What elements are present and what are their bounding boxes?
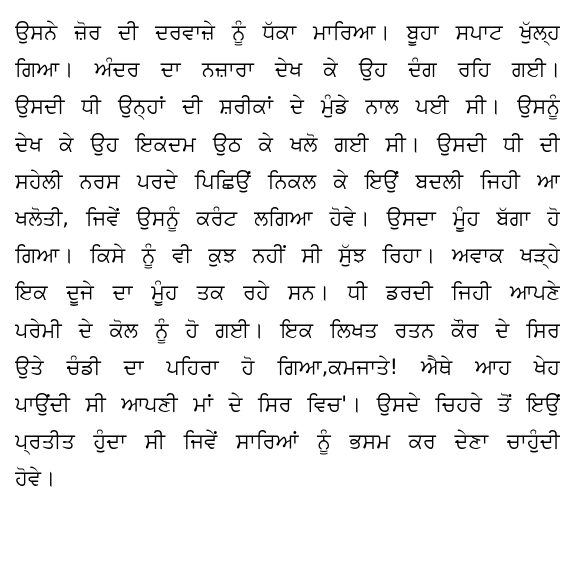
text-line: ਖਲੋਤੀ, ਜਿਵੇਂ ਉਸਨੂੰ ਕਰੰਟ ਲਗਿਆ ਹੋਵੇ। ਉਸਦਾ ਮੂੰਹ ਬੱਗਾ ਹੋ: [15, 205, 560, 230]
text-line: ਹੋਵੇ।: [15, 466, 56, 491]
text-line: ਉਸਨੇ ਜ਼ੋਰ ਦੀ ਦਰਵਾਜ਼ੇ ਨੂੰ ਧੱਕਾ ਮਾਰਿਆ। ਬੂਹਾ ਸਪਾਟ ਖੁੱਲ੍ਹ: [15, 20, 560, 44]
text-line: ਗਿਆ। ਕਿਸੇ ਨੂੰ ਵੀ ਕੁਝ ਨਹੀਂ ਸੀ ਸੁੱਝ ਰਿਹਾ। ਅਵਾਕ ਖੜ੍ਹੇ: [15, 243, 560, 268]
text-line: ਇਕ ਦੂਜੇ ਦਾ ਮੂੰਹ ਤਕ ਰਹੇ ਸਨ। ਧੀ ਡਰਦੀ ਜਿਹੀ ਆਪਣੇ: [15, 280, 560, 305]
text-line: ਪ੍ਰਤੀਤ ਹੁੰਦਾ ਸੀ ਜਿਵੇਂ ਸਾਰਿਆਂ ਨੂੰ ਭਸਮ ਕਰ ਦੇਣਾ ਚਾਹੁੰਦੀ: [15, 429, 560, 454]
text-line: ਉਸਦੀ ਧੀ ਉਨ੍ਹਾਂ ਦੀ ਸ਼ਰੀਕਾਂ ਦੇ ਮੁੰਡੇ ਨਾਲ ਪਈ ਸੀ। ਉਸਨੂੰ: [15, 94, 560, 119]
text-line: ਦੇਖ ਕੇ ਉਹ ਇਕਦਮ ਉਠ ਕੇ ਖਲੋ ਗਈ ਸੀ। ਉਸਦੀ ਧੀ ਦੀ: [15, 131, 560, 156]
text-line: ਪਾਉਂਦੀ ਸੀ ਆਪਣੀ ਮਾਂ ਦੇ ਸਿਰ ਵਿਚ'। ਉਸਦੇ ਚਿਹਰੇ ਤੋਂ ਇਉਂ: [15, 391, 560, 416]
text-line: ਪਰੇਮੀ ਦੇ ਕੋਲ ਨੂੰ ਹੋ ਗਈ। ਇਕ ਲਿਖਤ ਰਤਨ ਕੌਰ ਦੇ ਸਿਰ: [15, 317, 560, 342]
text-line: ਗਿਆ। ਅੰਦਰ ਦਾ ਨਜ਼ਾਰਾ ਦੇਖ ਕੇ ਉਹ ਦੰਗ ਰਹਿ ਗਈ।: [15, 57, 560, 82]
text-line: ਸਹੇਲੀ ਨਰਸ ਪਰਦੇ ਪਿਛਿਉਂ ਨਿਕਲ ਕੇ ਇਉਂ ਬਦਲੀ ਜਿਹੀ ਆ: [15, 168, 560, 193]
paragraph: [15, 14, 560, 497]
text-line: ਉਤੇ ਚੰਡੀ ਦਾ ਪਹਿਰਾ ਹੋ ਗਿਆ,ਕਮਜਾਤੇ! ਐਥੇ ਆਹ ਖੇਹ: [15, 354, 560, 379]
